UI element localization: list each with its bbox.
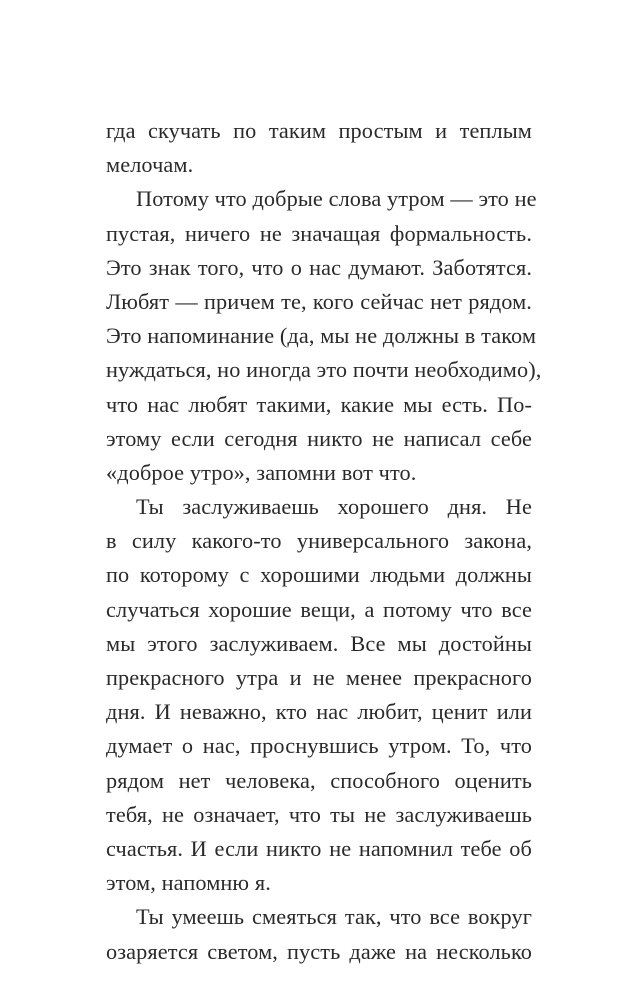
text-line: Ты умеешь смеяться так, что все вокруг (136, 904, 532, 930)
text-line: пустая, ничего не значащая формальность. (106, 220, 532, 246)
text-line: Потому что добрые слова утром — это не (136, 186, 537, 212)
paragraph (106, 182, 542, 490)
text-line: Любят — причем те, кого сейчас нет рядом. (106, 288, 532, 314)
text-line: «доброе утро», запомни вот что. (106, 459, 417, 485)
text-line: рядом нет человека, способного оценить (106, 767, 532, 793)
text-line: что нас любят такими, какие мы есть. По- (106, 391, 532, 417)
text-line: Ты заслуживаешь хорошего дня. Не (136, 494, 532, 520)
text-line: дня. И неважно, кто нас любит, ценит или (106, 699, 532, 725)
paragraph (106, 900, 532, 968)
text-line: мелочам. (106, 152, 194, 178)
paragraph (106, 114, 532, 182)
book-page-text (106, 114, 542, 969)
paragraph (106, 490, 532, 900)
text-line: случаться хорошие вещи, а потому что все (106, 596, 532, 622)
text-line: этому если сегодня никто не написал себе (106, 425, 532, 451)
text-line: прекрасного утра и не менее прекрасного (106, 665, 532, 690)
text-line: этом, напомню я. (106, 870, 271, 896)
text-line: думает о нас, проснувшись утром. То, что (106, 733, 532, 759)
text-line: по которому с хорошими людьми должны (106, 562, 532, 588)
text-line: озаряется светом, пусть даже на несколько (106, 938, 532, 964)
text-line: мы этого заслуживаем. Все мы достойны (106, 630, 532, 656)
text-line: тебя, не означает, что ты не заслуживаешь (106, 801, 532, 827)
text-line: в силу какого-то универсального закона, (106, 528, 532, 554)
text-line: Это знак того, что о нас думают. Заботятся. (106, 254, 532, 280)
text-line: Это напоминание (да, мы не должны в таком (106, 323, 537, 349)
text-line: счастья. И если никто не напомнил тебе об (106, 835, 532, 861)
text-line: гда скучать по таким простым и теплым (106, 118, 532, 143)
text-line: нуждаться, но иногда это почти необходимо), (106, 357, 542, 383)
